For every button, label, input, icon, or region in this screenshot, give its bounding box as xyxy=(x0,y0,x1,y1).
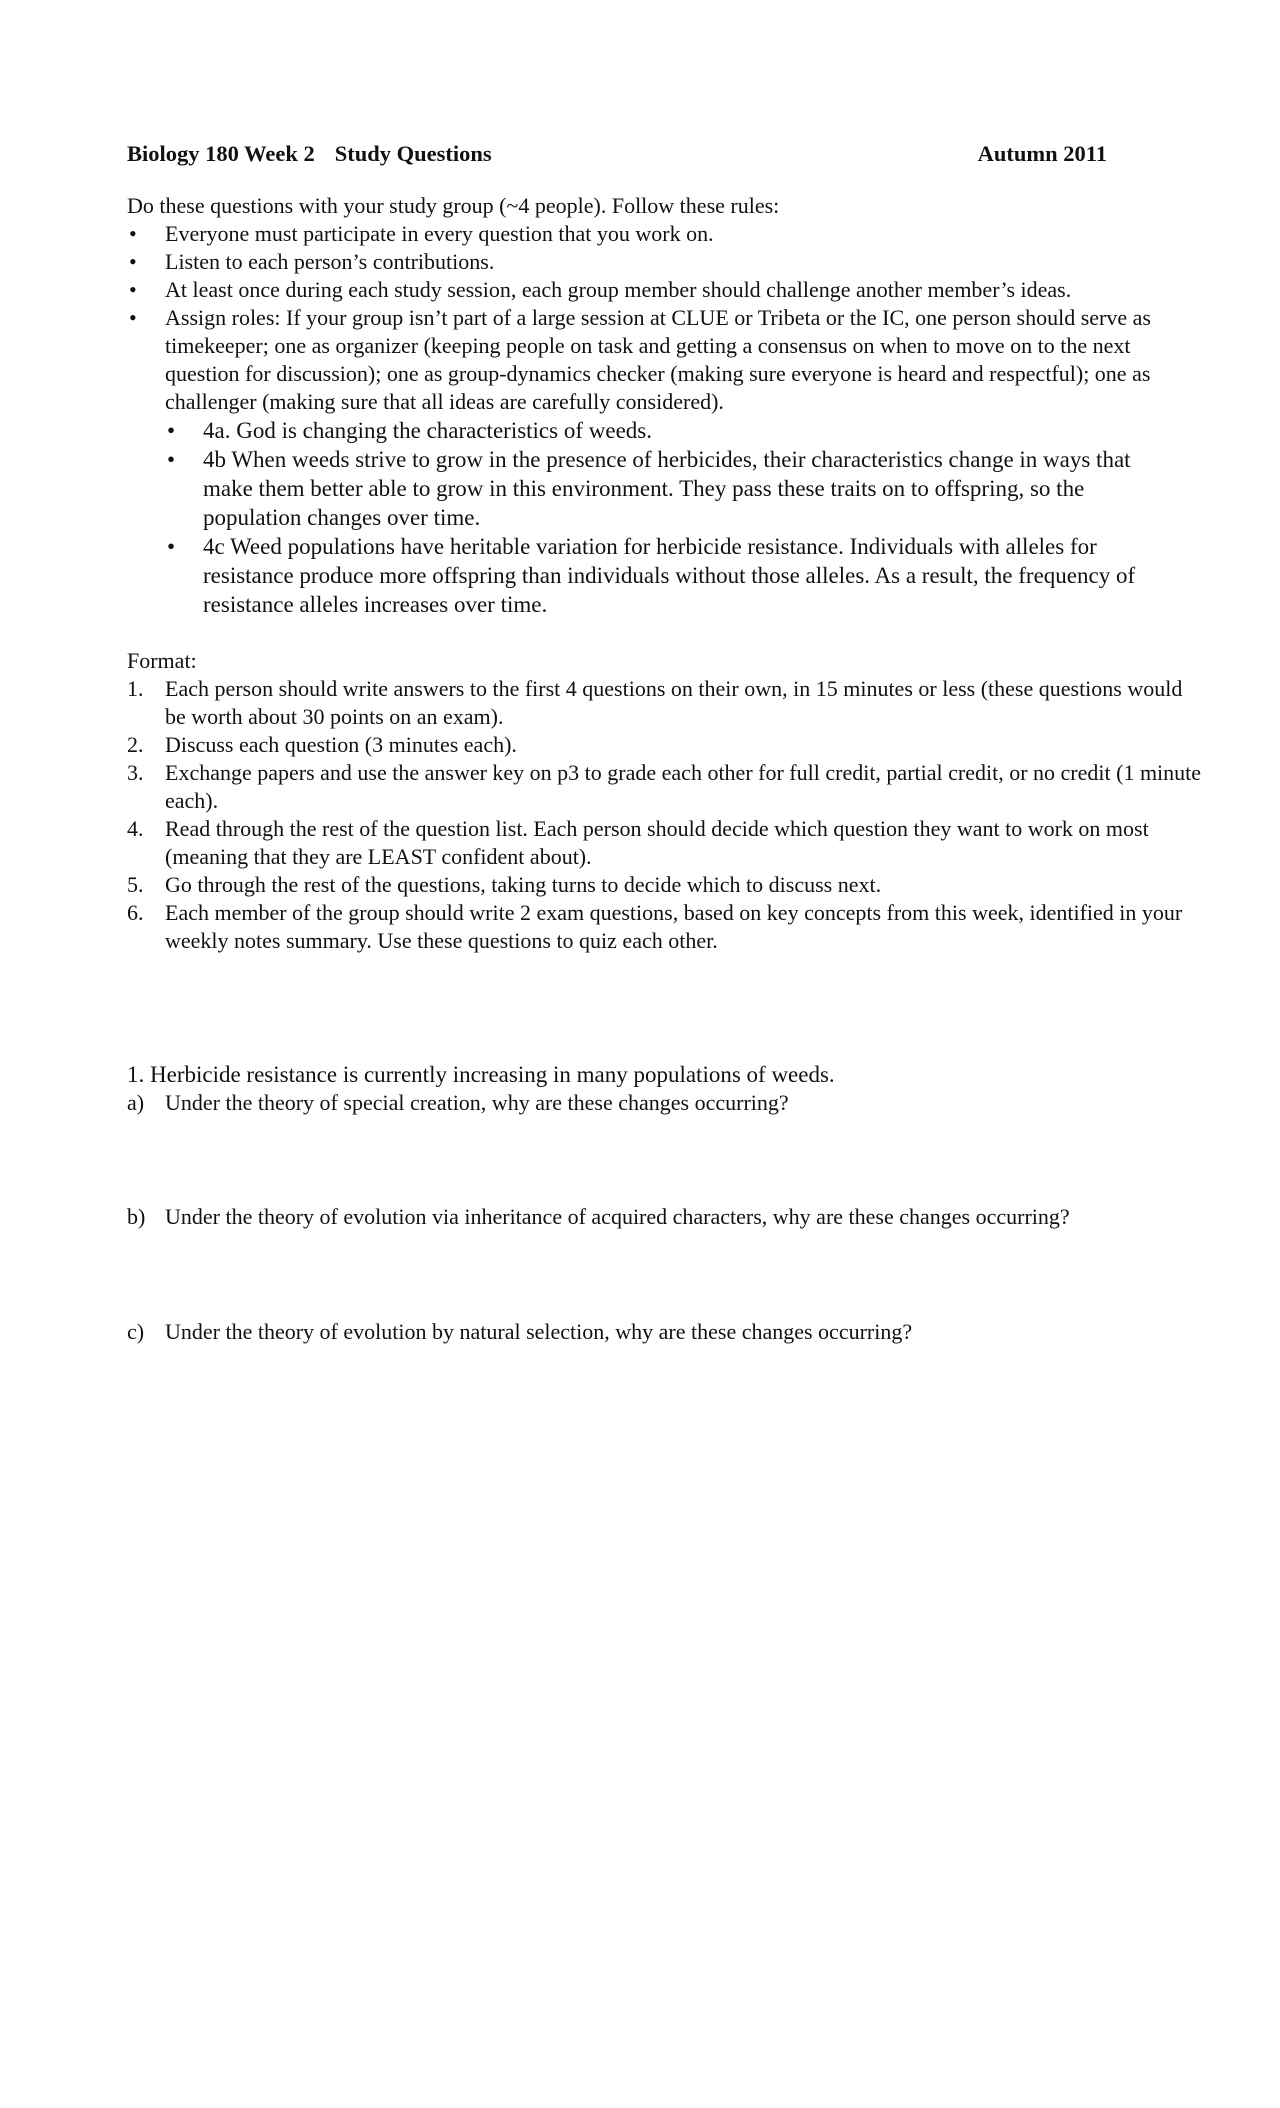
format-item-number: 1. xyxy=(127,676,144,701)
format-item-text: Each person should write answers to the first 4 questions on their own, in 15 minutes or less (these questions would be worth about 30 points on an exam). xyxy=(165,676,1183,729)
course-title: Biology 180 Week 2 xyxy=(127,141,315,166)
format-item xyxy=(127,871,1207,899)
rule-item: • Listen to each person’s contributions. xyxy=(127,248,1207,276)
part-letter: c) xyxy=(127,1319,145,1344)
rules-list xyxy=(127,220,1207,416)
format-item-text: Exchange papers and use the answer key on p3 to grade each other for full credit, partial credit, or no credit (1 minute each). xyxy=(165,760,1202,813)
format-item xyxy=(127,675,1207,731)
part-text: Under the theory of evolution via inheritance of acquired characters, why are these changes occurring? xyxy=(165,1204,1070,1229)
question-part-b xyxy=(127,1203,1207,1231)
format-item-text: Each member of the group should write 2 exam questions, based on key concepts from this week, identified in your weekly notes summary. Use these questions to quiz each other. xyxy=(165,900,1183,953)
rule-item: • At least once during each study session, each group member should challenge another member’s ideas. xyxy=(127,276,1207,304)
format-item-number: 5. xyxy=(127,872,144,897)
part-text: Under the theory of evolution by natural selection, why are these changes occurring? xyxy=(165,1319,913,1344)
format-item xyxy=(127,899,1207,955)
page-header xyxy=(127,140,1107,168)
hypotheses-list xyxy=(165,416,1207,619)
document-title: Study Questions xyxy=(334,141,492,166)
question-part-c xyxy=(127,1318,1207,1346)
term-label: Autumn 2011 xyxy=(977,141,1107,166)
format-item-text: Go through the rest of the questions, taking turns to decide which to discuss next. xyxy=(165,872,882,897)
format-item-text: Discuss each question (3 minutes each). xyxy=(165,732,517,757)
hypothesis-item: • 4c Weed populations have heritable variation for herbicide resistance. Individuals with alleles for resistance produce more offspring than individuals without those alleles. As a result, the frequency of resistance alleles increases over time. xyxy=(165,532,1207,619)
format-item-number: 4. xyxy=(127,816,144,841)
document-page xyxy=(127,140,1207,1346)
format-item xyxy=(127,815,1207,871)
format-item xyxy=(127,731,1207,759)
rule-item: • Assign roles: If your group isn’t part of a large session at CLUE or Tribeta or the IC, one person should serve as timekeeper; one as organizer (keeping people on task and getting a consensus on when to move on to the next question for discussion); one as group-dynamics checker (making sure everyone is heard and respectful); one as challenger (making sure that all ideas are carefully considered). xyxy=(127,304,1207,416)
format-item-number: 2. xyxy=(127,732,144,757)
format-list xyxy=(127,675,1207,955)
format-item xyxy=(127,759,1207,815)
question-part-a xyxy=(127,1089,1207,1117)
format-item-number: 6. xyxy=(127,900,144,925)
format-heading: Format: xyxy=(127,648,197,673)
format-item-number: 3. xyxy=(127,760,144,785)
format-item-text: Read through the rest of the question list. Each person should decide which question they want to work on most (meaning that they are LEAST confident about). xyxy=(165,816,1149,869)
rule-item: • Everyone must participate in every question that you work on. xyxy=(127,220,1207,248)
part-letter: a) xyxy=(127,1090,145,1115)
part-letter: b) xyxy=(127,1204,146,1229)
question-1-title: 1. Herbicide resistance is currently increasing in many populations of weeds. xyxy=(127,1062,835,1087)
header-left xyxy=(127,140,492,168)
hypothesis-item: • 4a. God is changing the characteristics of weeds. xyxy=(165,416,1207,445)
intro-text: Do these questions with your study group (~4 people). Follow these rules: xyxy=(127,193,780,218)
question-1 xyxy=(127,1061,1207,1346)
hypothesis-item: • 4b When weeds strive to grow in the presence of herbicides, their characteristics change in ways that make them better able to grow in this environment. They pass these traits on to offspring, so the population changes over time. xyxy=(165,445,1207,532)
part-text: Under the theory of special creation, why are these changes occurring? xyxy=(165,1090,789,1115)
